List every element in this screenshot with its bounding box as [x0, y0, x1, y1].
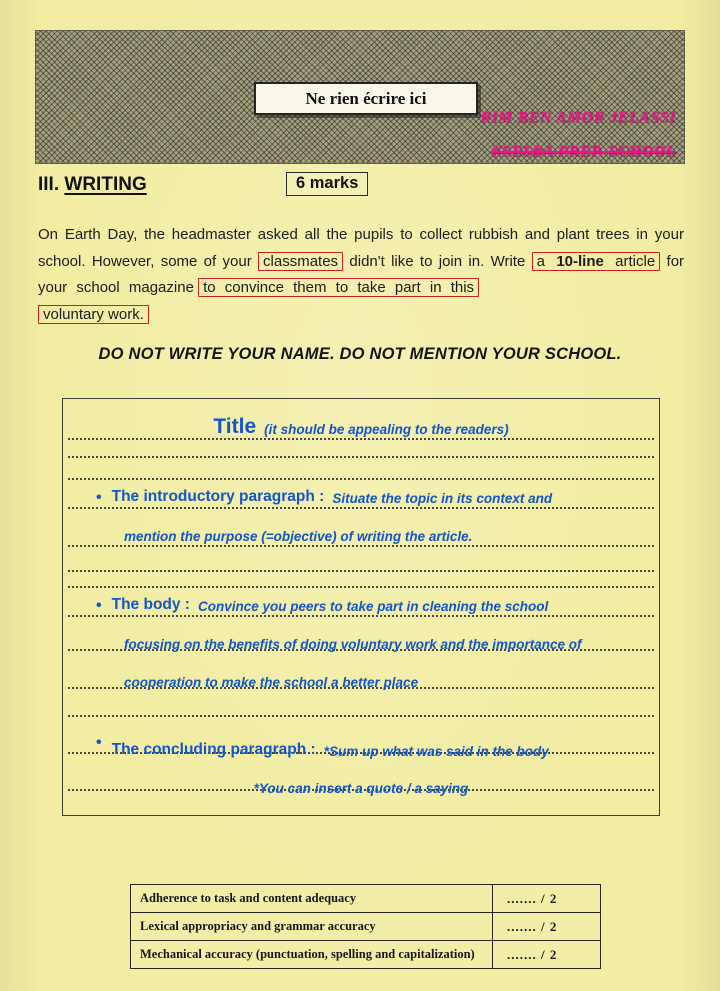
teacher-name: RIM BEN AMOR JELASSI	[480, 109, 676, 126]
outline-body-line	[68, 588, 654, 617]
section-number: III.	[38, 174, 65, 195]
writing-line	[68, 572, 654, 588]
highlight-classmates: classmates	[258, 252, 343, 271]
rubric-score: ....... / 2	[493, 885, 601, 913]
writing-line	[68, 689, 654, 717]
rubric-row	[131, 941, 601, 969]
header-banner	[35, 30, 685, 164]
rubric-score: ....... / 2	[493, 941, 601, 969]
warning-text: DO NOT WRITE YOUR NAME. DO NOT MENTION YOUR SCHOOL.	[98, 345, 622, 363]
marks-badge: 6 marks	[286, 172, 368, 196]
outline-intro-label: • The introductory paragraph :	[111, 488, 325, 505]
outline-intro-line	[68, 480, 654, 509]
prompt-paragraph-1	[38, 222, 684, 329]
outline-body-note-2: focusing on the benefits of doing voluntary work and the importance of	[124, 637, 582, 652]
highlight-article-length	[532, 252, 661, 271]
outline-body-continuation	[68, 617, 654, 651]
rubric-score: ....... / 2	[493, 913, 601, 941]
section-heading-row	[38, 174, 682, 196]
rubric-row	[131, 913, 601, 941]
prompt-text-bold: 10-line	[556, 252, 604, 270]
outline-quote-line	[68, 754, 654, 796]
outline-intro-note-2: mention the purpose (=objective) of writing the article.	[124, 529, 473, 544]
rubric-criterion: Lexical appropriacy and grammar accuracy	[131, 913, 493, 941]
no-writing-label: Ne rien écrire ici	[305, 88, 427, 108]
prompt-text: for your school magazine	[38, 252, 685, 297]
outline-title-note: (it should be appealing to the readers)	[264, 422, 509, 437]
rubric-criterion: Adherence to task and content adequacy	[131, 885, 493, 913]
outline-intro-note: Situate the topic in its context and	[332, 491, 553, 506]
answer-outline-box	[62, 398, 660, 816]
outline-conclusion-label: • The concluding paragraph :	[111, 741, 316, 758]
no-writing-box	[254, 82, 478, 115]
outline-body-continuation	[68, 651, 654, 689]
grading-rubric	[130, 884, 601, 969]
writing-line	[68, 547, 654, 572]
writing-line	[68, 458, 654, 480]
writing-line	[68, 440, 654, 458]
rubric-row	[131, 885, 601, 913]
section-title-word: WRITING	[64, 174, 147, 195]
prompt-text: Write	[490, 252, 526, 270]
outline-body-label: • The body :	[111, 596, 190, 613]
outline-quote-note: *You can insert a quote / a saying	[253, 781, 469, 796]
outline-body-note-3: cooperation to make the school a better place	[124, 675, 419, 690]
outline-body-note: Convince you peers to take part in cleaning the school	[197, 599, 549, 614]
prompt-text: article	[603, 252, 656, 270]
section-title	[38, 174, 147, 195]
highlight-voluntary-work: voluntary work.	[38, 305, 149, 324]
outline-intro-continuation	[68, 509, 654, 547]
outline-conclusion-note: *Sum up what was said in the body	[323, 744, 549, 759]
task-prompt	[38, 222, 684, 329]
school-name-strikethrough: KSESBA PREP. SCHOOL	[490, 143, 676, 160]
prompt-text: a	[536, 252, 557, 270]
prompt-text: On Earth Day, the headmaster asked all the pupils to collect rubbish and plant trees in your school. However, some of your	[38, 226, 684, 270]
highlight-purpose: to convince them to take part in this	[198, 278, 479, 297]
outline-title-line	[68, 399, 654, 440]
outline-conclusion-line	[68, 717, 654, 759]
outline-title: Title	[213, 415, 257, 438]
rubric-criterion: Mechanical accuracy (punctuation, spelling and capitalization)	[131, 941, 493, 969]
prompt-text: didn't like to join in.	[349, 252, 485, 270]
